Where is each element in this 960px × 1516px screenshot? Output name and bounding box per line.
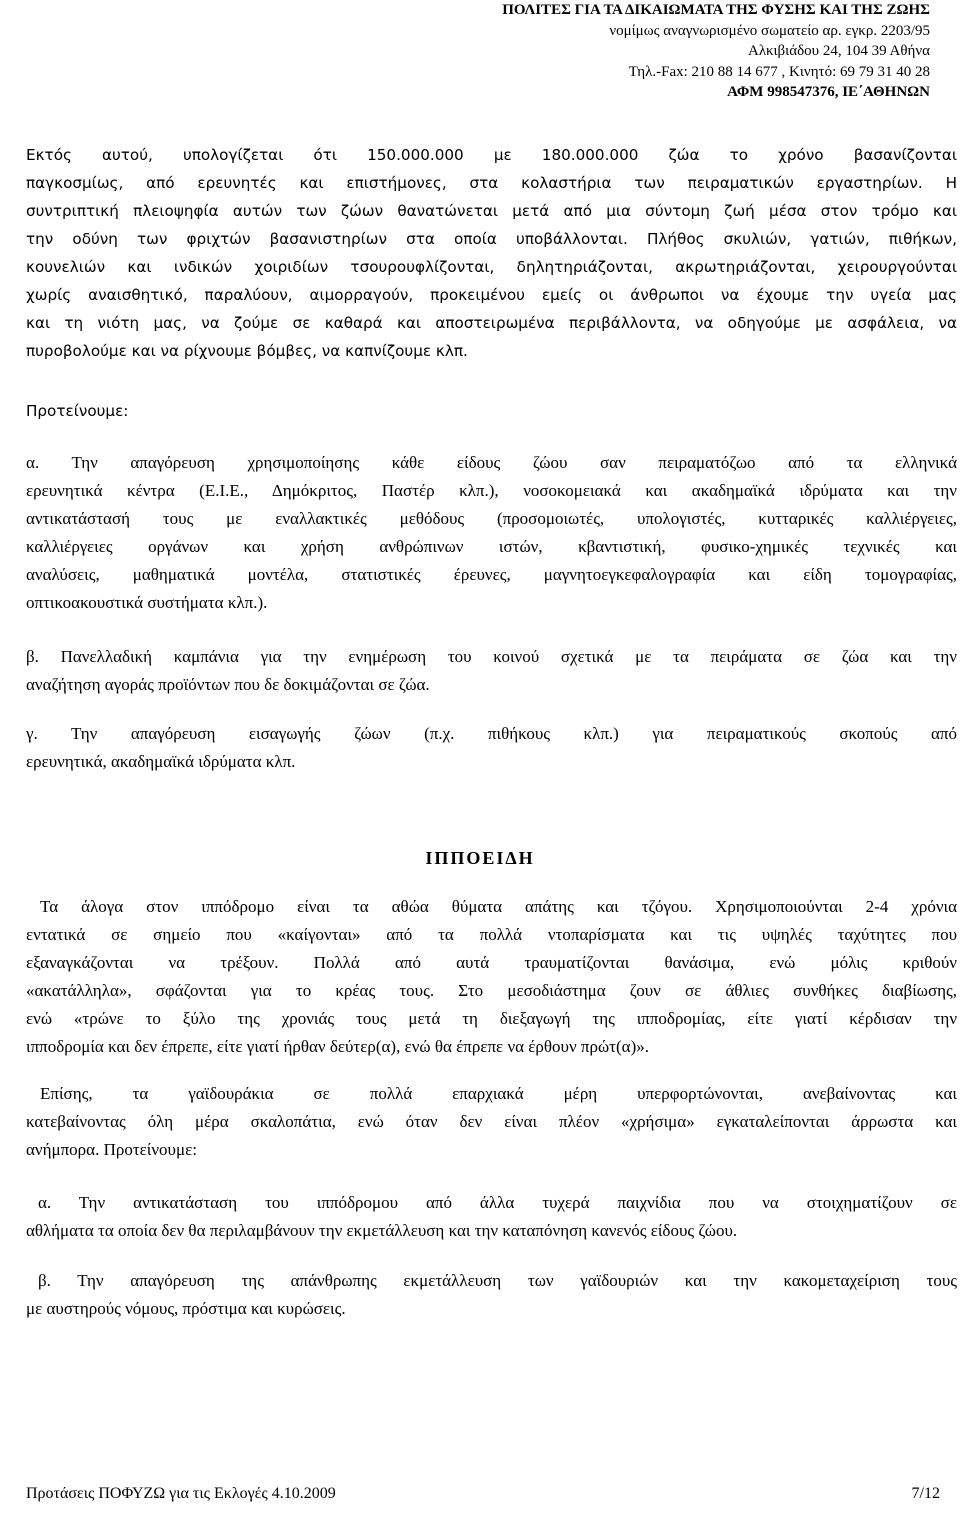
text-line: οπτικοακουστικά συστήματα κλπ.). [26, 593, 268, 612]
legal-status: νομίμως αναγνωρισμένο σωματείο αρ. εγκρ. 2203/95 [609, 22, 930, 39]
paragraph-horses [26, 893, 957, 1061]
text-line: α. Την απαγόρευση χρησιμοποίησης κάθε είδους ζώου σαν πειραματόζωο από τα ελληνικά [26, 453, 957, 472]
text-line: ενώ «τρώνε το ξύλο της χρονιάς τους μετά τη διεξαγωγή της ιπποδρομίας, είτε γιατί κέρδισαν την [26, 1009, 957, 1028]
phone: Τηλ.-Fax: 210 88 14 677 , Κινητό: 69 79 31 40 28 [628, 63, 930, 80]
proposal-b [26, 643, 957, 699]
text-line: ερευνητικά, ακαδημαϊκά ιδρύματα κλπ. [26, 752, 296, 771]
text-line: Εκτός αυτού, υπολογίζεται ότι 150.000.000 με 180.000.000 ζώα το χρόνο βασανίζονται [26, 146, 957, 164]
letterhead [370, 0, 930, 103]
text-line: ιπποδρομία και δεν έπρεπε, είτε γιατί ήρθαν δεύτερ(α), ενώ θα έπρεπε να έρθουν πρώτ(α)». [26, 1037, 649, 1056]
text-line: ανήμπορα. Προτείνουμε: [26, 1140, 197, 1159]
text-line: συντριπτική πλειοψηφία αυτών των ζώων θανατώνεται μετά από μια σύντομη ζωή μέσα στον τρόμο και [26, 202, 957, 220]
text-line: «ακατάλληλα», σφάζονται για το κρέας τους. Στο μεσοδιάστημα ζουν σε άθλιες συνθήκες διαβίωσης, [26, 981, 957, 1000]
horse-proposal-a [26, 1189, 957, 1245]
text-line: πυροβολούμε και να ρίχνουμε βόμβες, να καπνίζουμε κλπ. [26, 342, 468, 360]
proposal-a [26, 449, 957, 617]
text-line: β. Την απαγόρευση της απάνθρωπης εκμετάλλευση των γαϊδουριών και την κακομεταχείριση τους [38, 1271, 957, 1290]
text-line: αντικατάστασή τους με εναλλακτικές μεθόδους (προσομοιωτές, υπολογιστές, κυτταρικές καλλιέργειες, [26, 509, 957, 528]
paragraph-experiments [26, 141, 957, 365]
text-line: καλλιέργειες οργάνων και χρήση ανθρώπινων ιστών, κβαντιστική, φυσικο-χημικές τεχνικές και [26, 537, 957, 556]
text-line: με αυστηρούς νόμους, πρόστιμα και κυρώσεις. [26, 1299, 346, 1318]
text-line: παγκοσμίως, από ερευνητές και επιστήμονες, στα κολαστήρια των πειραματικών εργαστηρίων. Η [26, 174, 957, 192]
text-line: αθλήματα τα οποία δεν θα περιλαμβάνουν την εκμετάλλευση και την καταπόνηση κανενός είδους ζώου. [26, 1221, 738, 1240]
text-line: εντατικά σε σημείο που «καίγονται» από τα πολλά ντοπαρίσματα και τις υψηλές ταχύτητες που [26, 925, 957, 944]
text-line: κατεβαίνοντας όλη μέρα σκαλοπάτια, ενώ όταν δεν είναι πλέον «χρήσιμα» εγκαταλείπονται άρρωστα και [26, 1112, 957, 1131]
tax-id: ΑΦΜ 998547376, ΙΕ΄ΑΘΗΝΩΝ [727, 84, 930, 101]
text-line: γ. Την απαγόρευση εισαγωγής ζώων (π.χ. πιθήκους κλπ.) για πειραματικούς σκοπούς από [26, 724, 957, 743]
paragraph-donkeys [26, 1080, 957, 1164]
text-line: β. Πανελλαδική καμπάνια για την ενημέρωση του κοινού σχετικά με τα πειράματα σε ζώα και την [26, 647, 957, 666]
footer-title: Προτάσεις ΠΟΦΥΖΩ για τις Εκλογές 4.10.2009 [26, 1485, 336, 1502]
text-line: Επίσης, τα γαϊδουράκια σε πολλά επαρχιακά μέρη υπερφορτώνονται, ανεβαίνοντας και [40, 1084, 957, 1103]
text-line: την οδύνη των φριχτών βασανιστηρίων στα οποία υποβάλλονται. Πλήθος σκυλιών, γατιών, πιθήκων, [26, 230, 957, 248]
organization-name: ΠΟΛΙΤΕΣ ΓΙΑ ΤΑ ΔΙΚΑΙΩΜΑΤΑ ΤΗΣ ΦΥΣΗΣ ΚΑΙ ΤΗΣ ΖΩΗΣ [502, 2, 930, 18]
text-line: αναζήτηση αγοράς προϊόντων που δε δοκιμάζονται σε ζώα. [26, 675, 430, 694]
proposal-c [26, 720, 957, 776]
text-line: εξαναγκάζονται να τρέξουν. Πολλά από αυτά τραυματίζονται θανάσιμα, ενώ μόλις κριθούν [26, 953, 957, 972]
proposals-label: Προτείνουμε: [26, 402, 129, 420]
text-line: αναλύσεις, μαθηματικά μοντέλα, στατιστικές έρευνες, μαγνητοεγκεφαλογραφία και είδη τομογραφίας, [26, 565, 957, 584]
text-line: α. Την αντικατάσταση του ιππόδρομου από άλλα τυχερά παιχνίδια που να στοιχηματίζουν σε [38, 1193, 957, 1212]
text-line: χωρίς αναισθητικό, παραλύουν, αιμορραγούν, προκειμένου εμείς οι άνθρωποι να έχουμε την υγεία μας [26, 286, 957, 304]
page-number: 7/12 [911, 1485, 940, 1502]
horse-proposal-b [26, 1267, 957, 1323]
text-line: κουνελιών και ινδικών χοιριδίων τσουρουφλίζονται, δηλητηριάζονται, ακρωτηριάζονται, χειρουργούνται [26, 258, 957, 276]
text-line: Τα άλογα στον ιππόδρομο είναι τα αθώα θύματα απάτης και τζόγου. Χρησιμοποιούνται 2-4 χρόνια [40, 897, 957, 916]
section-title: ΙΠΠΟΕΙΔΗ [425, 848, 535, 868]
text-line: και τη νιότη μας, να ζούμε σε καθαρά και αποστειρωμένα περιβάλλοντα, να οδηγούμε με ασφάλεια, να [26, 314, 957, 332]
address: Αλκιβιάδου 24, 104 39 Αθήνα [747, 43, 930, 60]
text-line: ερευνητικά κέντρα (Ε.Ι.Ε., Δημόκριτος, Παστέρ κλπ.), νοσοκομειακά και ακαδημαϊκά ιδρύματα και την [26, 481, 957, 500]
